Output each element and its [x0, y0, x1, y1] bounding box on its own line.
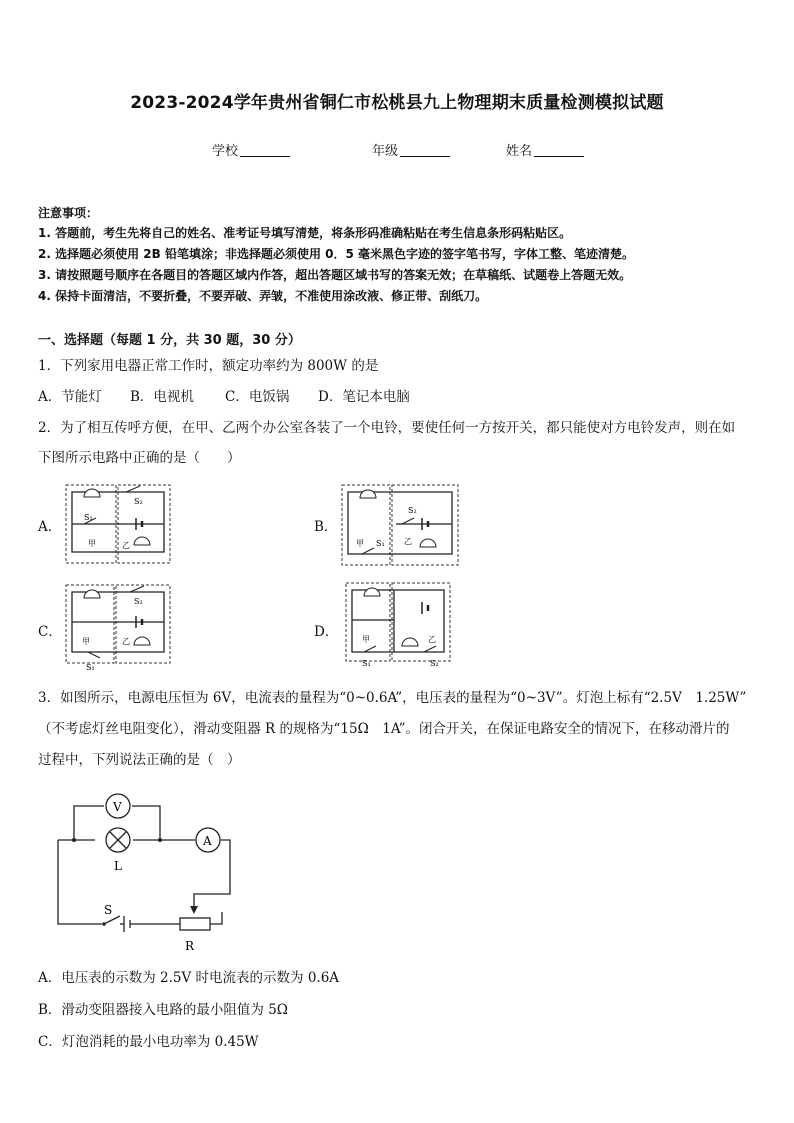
circuit-diagram-b: [340, 482, 462, 568]
grade-label: 年级: [372, 144, 399, 159]
switch-label: S₂: [134, 497, 143, 506]
notice-item: 2. 选择题必须使用 2B 铅笔填涂；非选择题必须使用 0．5 毫米黑色字迹的签字笔书写，字体工整、笔迹清楚。: [38, 247, 634, 261]
section-heading: 一、选择题（每题 1 分，共 30 题，30 分）: [38, 333, 301, 348]
notice-item: 1. 答题前，考生先将自己的姓名、准考证号填写清楚，将条形码准确粘贴在考生信息条形码粘贴区。: [38, 226, 572, 240]
q2-option-b-label: B．: [314, 519, 338, 535]
room-label: 甲: [362, 635, 370, 644]
school-field: [212, 140, 290, 159]
q1-option-a: A．节能灯: [38, 389, 102, 405]
q2-option-c-label: C．: [38, 624, 62, 640]
q2-stem-line2: 下图所示电路中正确的是（ ）: [38, 450, 241, 466]
q1-option-b: B．电视机: [130, 389, 194, 405]
rheostat-icon: [180, 918, 210, 930]
q1-option-c: C．电饭锅: [225, 389, 290, 405]
switch-label: S₂: [430, 659, 439, 668]
q2-option-d-label: D．: [314, 624, 339, 640]
circuit-diagram-c: [64, 582, 174, 674]
notice-heading: 注意事项：: [38, 206, 99, 220]
q3-stem-line3: 过程中，下列说法正确的是（ ）: [38, 752, 241, 768]
room-label: 甲: [356, 539, 364, 548]
room-label: 乙: [122, 541, 130, 550]
switch-label: S₁: [84, 513, 93, 522]
school-label: 学校: [212, 144, 239, 159]
room-label: 甲: [88, 539, 96, 548]
q2-stem-line1: 2．为了相互传呼方便，在甲、乙两个办公室各装了一个电铃，要使任何一方按开关，都只能使对方电铃发声，则在如: [38, 420, 736, 436]
q3-circuit-diagram: [50, 784, 250, 956]
q3-option-c: C．灯泡消耗的最小电功率为 0.45W: [38, 1034, 259, 1050]
grade-field: [372, 140, 450, 159]
switch-label: S₁: [362, 659, 371, 668]
q3-option-a: A．电压表的示数为 2.5V 时电流表的示数为 0.6A: [38, 970, 340, 986]
circuit-diagram-a: [64, 482, 174, 566]
q3-stem-line1: 3．如图所示，电源电压恒为 6V，电流表的量程为“0~0.6A”，电压表的量程为“0~3V”。灯泡上标有“2.5V 1.25W”: [38, 690, 747, 706]
switch-label: S₁: [86, 663, 95, 672]
rheostat-label: R: [185, 939, 195, 953]
circuit-diagram-d: [344, 580, 454, 672]
switch-label: S: [104, 903, 113, 917]
room-label: 乙: [428, 635, 436, 644]
grade-blank: [400, 156, 450, 157]
q2-option-a-label: A．: [38, 519, 62, 535]
notice-item: 4. 保持卡面清洁，不要折叠，不要弄破、弄皱，不准使用涂改液、修正带、刮纸刀。: [38, 289, 488, 303]
q3-option-b: B．滑动变阻器接入电路的最小阻值为 5Ω: [38, 1002, 288, 1018]
q1-stem: 1．下列家用电器正常工作时，额定功率约为 800W 的是: [38, 358, 379, 374]
q1-option-d: D．笔记本电脑: [318, 389, 410, 405]
switch-label: S₂: [408, 506, 417, 515]
name-label: 姓名: [506, 144, 533, 159]
ammeter-label: A: [203, 834, 212, 848]
name-blank: [534, 156, 584, 157]
slider-arrow-icon: [190, 906, 198, 914]
room-label: 甲: [82, 637, 90, 646]
name-field: [506, 140, 584, 159]
notice-item: 3. 请按照题号顺序在各题目的答题区域内作答，超出答题区域书写的答案无效；在草稿纸、试题卷上答题无效。: [38, 268, 632, 282]
lamp-label: L: [114, 859, 122, 873]
q3-stem-line2: （不考虑灯丝电阻变化），滑动变阻器 R 的规格为“15Ω 1A”。闭合开关，在保证电路安全的情况下，在移动滑片的: [38, 721, 730, 737]
page-title: 2023-2024学年贵州省铜仁市松桃县九上物理期末质量检测模拟试题: [130, 93, 664, 113]
school-blank: [240, 156, 290, 157]
lamp-icon: [106, 828, 130, 852]
room-label: 乙: [122, 637, 130, 646]
switch-label: S₁: [376, 539, 385, 548]
switch-label: S₂: [134, 597, 143, 606]
voltmeter-label: V: [113, 800, 122, 814]
room-label: 乙: [404, 537, 412, 546]
